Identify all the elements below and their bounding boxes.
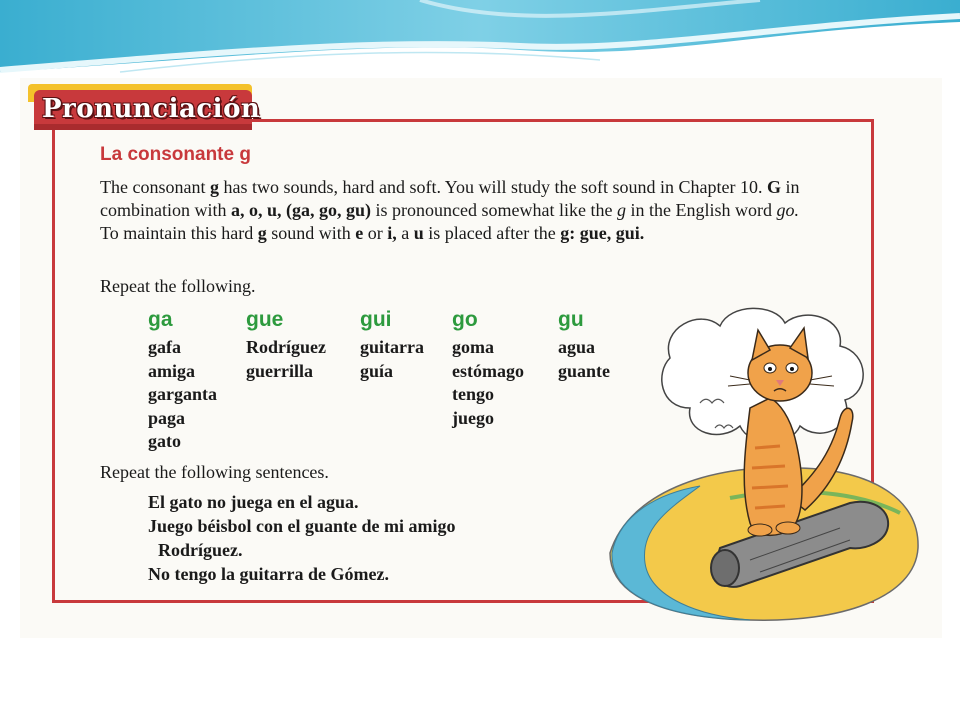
intro-paragraph [100, 176, 800, 245]
word-item: garganta [148, 384, 217, 404]
column-heading: gue [246, 308, 284, 331]
word-item: gafa [148, 337, 181, 357]
word-item: juego [452, 407, 494, 428]
word-item: estómago [452, 360, 524, 381]
column-heading: gu [558, 308, 584, 331]
intro-italic: g [616, 200, 626, 220]
intro-bold: g [209, 177, 219, 197]
intro-text: sound with [266, 223, 356, 243]
intro-bold: i, [387, 223, 397, 243]
sentence: El gato no juega en el agua. [148, 492, 359, 512]
word-item: guerrilla [246, 360, 313, 381]
word-item: agua [558, 337, 596, 357]
word-item: guía [360, 360, 394, 381]
intro-bold: G [766, 177, 781, 197]
word-item: amiga [148, 360, 195, 381]
word-item: guitarra [360, 337, 424, 357]
intro-text: is pronounced somewhat like the [371, 200, 617, 220]
word-item: Rodríguez [246, 337, 326, 357]
intro-text: To maintain this hard [100, 223, 258, 243]
intro-text: a [396, 223, 414, 243]
sentence: Juego béisbol con el guante de mi amigo [148, 516, 456, 536]
word-column [246, 308, 326, 383]
sentence-list [148, 490, 456, 586]
intro-text: in the English word [625, 200, 777, 220]
intro-text: The consonant [100, 177, 210, 197]
word-item: paga [148, 407, 186, 428]
section-title: La consonante g [100, 144, 251, 165]
word-column [360, 308, 424, 383]
intro-text: is placed after the [423, 223, 561, 243]
intro-bold: u [413, 223, 424, 243]
intro-text: has two sounds, hard and soft. You will study the soft sound in Chapter 10. [218, 177, 767, 197]
word-column [452, 308, 524, 430]
sentence: No tengo la guitarra de Gómez. [148, 564, 389, 584]
page-title: Pronunciación [42, 94, 261, 124]
column-heading: go [452, 308, 478, 331]
intro-bold: a, o, u, (ga, go, gu) [230, 200, 371, 220]
textbook-page [20, 78, 942, 638]
column-heading: ga [148, 308, 173, 331]
word-column [148, 308, 217, 454]
sentence: Rodríguez. [158, 540, 243, 560]
word-item: tengo [452, 384, 494, 404]
intro-bold: g: gue, gui. [560, 223, 645, 243]
cat-illustration [600, 298, 920, 633]
intro-bold: e [355, 223, 364, 243]
intro-italic: go. [776, 200, 799, 220]
intro-bold: g [257, 223, 267, 243]
intro-text: in combination with [100, 177, 800, 220]
top-wave-banner [0, 0, 960, 80]
word-item: goma [452, 337, 494, 357]
column-heading: gui [360, 308, 392, 331]
instruction-words: Repeat the following. [100, 276, 256, 296]
word-item: guante [558, 360, 611, 381]
instruction-sentences: Repeat the following sentences. [100, 462, 329, 482]
intro-text: or [363, 223, 388, 243]
word-item: gato [148, 431, 181, 451]
